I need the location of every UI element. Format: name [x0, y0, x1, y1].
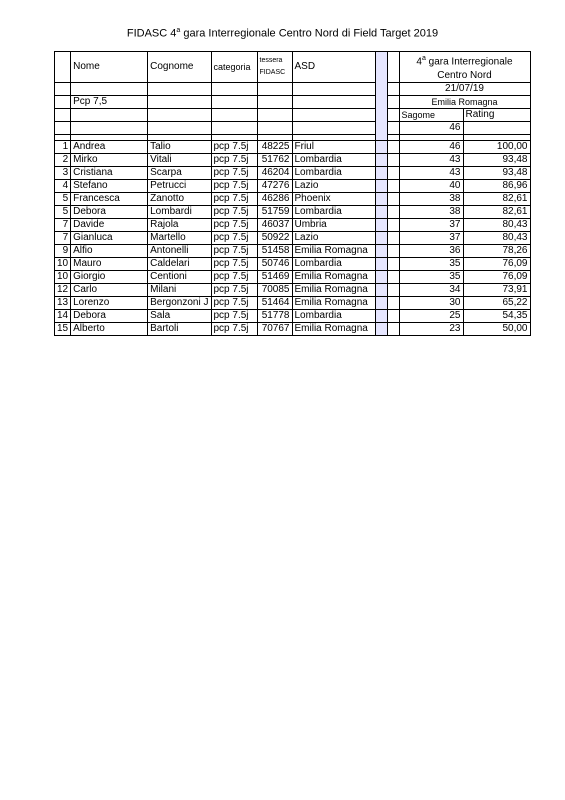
row-rating: 76,09	[463, 271, 530, 284]
row-asd: Phoenix	[292, 193, 375, 206]
table-row	[55, 141, 531, 154]
row-cognome: Martello	[148, 232, 211, 245]
row-asd: Umbria	[292, 219, 375, 232]
table-row	[55, 310, 531, 323]
row-rating: 86,96	[463, 180, 530, 193]
row-spacer	[387, 180, 399, 193]
row-asd: Emilia Romagna	[292, 284, 375, 297]
row-cognome: Talio	[148, 141, 211, 154]
row-nome: Giorgio	[71, 271, 148, 284]
event-name	[399, 52, 530, 83]
row-asd: Lombardia	[292, 167, 375, 180]
row-separator	[375, 258, 387, 271]
row-position: 5	[55, 206, 71, 219]
event-date: 21/07/19	[399, 83, 530, 96]
row-nome: Lorenzo	[71, 297, 148, 310]
event-line1-post: gara Interregionale	[425, 56, 513, 68]
table-row	[55, 206, 531, 219]
row-nome: Davide	[71, 219, 148, 232]
table-row	[55, 193, 531, 206]
row-rating: 76,09	[463, 258, 530, 271]
row-position: 10	[55, 258, 71, 271]
sagome-label: Sagome	[399, 109, 463, 122]
table-body	[55, 141, 531, 336]
row-rating: 93,48	[463, 167, 530, 180]
row-separator	[375, 232, 387, 245]
row-spacer	[387, 271, 399, 284]
table-row	[55, 245, 531, 258]
row-tessera: 70085	[257, 284, 292, 297]
row-position: 7	[55, 232, 71, 245]
row-sagome: 36	[399, 245, 463, 258]
row-cognome: Sala	[148, 310, 211, 323]
row-categoria: pcp 7.5j	[211, 310, 257, 323]
row-nome: Francesca	[71, 193, 148, 206]
header-tessera	[257, 52, 292, 83]
row-nome: Alfio	[71, 245, 148, 258]
row-sagome: 37	[399, 232, 463, 245]
event-line1-pre: 4	[416, 56, 422, 68]
row-tessera: 46037	[257, 219, 292, 232]
row-cognome: Centioni	[148, 271, 211, 284]
row-separator	[375, 323, 387, 336]
row-asd: Lombardia	[292, 258, 375, 271]
event-region: Emilia Romagna	[399, 96, 530, 109]
header-tessera-line2: FIDASC	[259, 69, 286, 76]
row-rating: 80,43	[463, 232, 530, 245]
row-cognome: Vitali	[148, 154, 211, 167]
row-separator	[375, 310, 387, 323]
row-sagome: 43	[399, 154, 463, 167]
row-categoria: pcp 7.5j	[211, 245, 257, 258]
row-asd: Lazio	[292, 180, 375, 193]
row-tessera: 50746	[257, 258, 292, 271]
row-separator	[375, 219, 387, 232]
row-tessera: 51458	[257, 245, 292, 258]
row-rating: 100,00	[463, 141, 530, 154]
row-tessera: 51464	[257, 297, 292, 310]
row-position: 10	[55, 271, 71, 284]
row-cognome: Rajola	[148, 219, 211, 232]
title-sup: a	[176, 27, 181, 34]
row-separator	[375, 141, 387, 154]
row-cognome: Bergonzoni J	[148, 297, 211, 310]
row-cognome: Zanotto	[148, 193, 211, 206]
row-separator	[375, 154, 387, 167]
row-sagome: 35	[399, 271, 463, 284]
row-separator	[375, 271, 387, 284]
row-nome: Debora	[71, 310, 148, 323]
row-rating: 80,43	[463, 219, 530, 232]
row-separator	[375, 245, 387, 258]
row-categoria: pcp 7.5j	[211, 206, 257, 219]
row-rating: 65,22	[463, 297, 530, 310]
row-rating: 54,35	[463, 310, 530, 323]
row-categoria: pcp 7.5j	[211, 271, 257, 284]
row-rating: 73,91	[463, 284, 530, 297]
row-nome: Mirko	[71, 154, 148, 167]
row-spacer	[387, 258, 399, 271]
row-categoria: pcp 7.5j	[211, 180, 257, 193]
header-categoria: categoria	[211, 52, 257, 83]
row-categoria: pcp 7.5j	[211, 154, 257, 167]
row-asd: Lombardia	[292, 206, 375, 219]
table-header	[55, 52, 531, 141]
results-table	[54, 51, 531, 336]
row-spacer	[387, 206, 399, 219]
row-separator	[375, 193, 387, 206]
table-row	[55, 167, 531, 180]
table-row	[55, 258, 531, 271]
row-categoria: pcp 7.5j	[211, 167, 257, 180]
row-spacer	[387, 141, 399, 154]
row-cognome: Scarpa	[148, 167, 211, 180]
row-asd: Lombardia	[292, 154, 375, 167]
header-asd: ASD	[292, 52, 375, 83]
row-cognome: Milani	[148, 284, 211, 297]
category-label: Pcp 7,5	[71, 96, 148, 109]
row-categoria: pcp 7.5j	[211, 323, 257, 336]
table-row	[55, 232, 531, 245]
row-categoria: pcp 7.5j	[211, 141, 257, 154]
title-pre: FIDASC 4	[126, 27, 177, 40]
row-categoria: pcp 7.5j	[211, 258, 257, 271]
row-position: 5	[55, 193, 71, 206]
row-nome: Carlo	[71, 284, 148, 297]
table-row	[55, 271, 531, 284]
rating-label: Rating	[463, 109, 530, 122]
row-categoria: pcp 7.5j	[211, 219, 257, 232]
table-row	[55, 180, 531, 193]
row-sagome: 30	[399, 297, 463, 310]
row-asd: Emilia Romagna	[292, 323, 375, 336]
row-rating: 82,61	[463, 206, 530, 219]
row-cognome: Petrucci	[148, 180, 211, 193]
row-sagome: 35	[399, 258, 463, 271]
row-separator	[375, 297, 387, 310]
row-tessera: 46286	[257, 193, 292, 206]
row-separator	[375, 284, 387, 297]
row-sagome: 25	[399, 310, 463, 323]
row-categoria: pcp 7.5j	[211, 297, 257, 310]
row-asd: Emilia Romagna	[292, 297, 375, 310]
row-position: 1	[55, 141, 71, 154]
row-nome: Andrea	[71, 141, 148, 154]
row-position: 4	[55, 180, 71, 193]
row-tessera: 51778	[257, 310, 292, 323]
row-separator	[375, 206, 387, 219]
row-sagome: 38	[399, 193, 463, 206]
row-spacer	[387, 154, 399, 167]
row-position: 3	[55, 167, 71, 180]
row-sagome: 43	[399, 167, 463, 180]
row-categoria: pcp 7.5j	[211, 193, 257, 206]
table-row	[55, 323, 531, 336]
table-row	[55, 297, 531, 310]
row-spacer	[387, 284, 399, 297]
row-position: 9	[55, 245, 71, 258]
row-tessera: 48225	[257, 141, 292, 154]
row-rating: 50,00	[463, 323, 530, 336]
row-nome: Alberto	[71, 323, 148, 336]
table-row	[55, 219, 531, 232]
row-separator	[375, 167, 387, 180]
row-categoria: pcp 7.5j	[211, 232, 257, 245]
row-position: 15	[55, 323, 71, 336]
row-rating: 93,48	[463, 154, 530, 167]
row-cognome: Lombardi	[148, 206, 211, 219]
header-cognome: Cognome	[148, 52, 211, 83]
row-asd: Lazio	[292, 232, 375, 245]
row-sagome: 37	[399, 219, 463, 232]
row-sagome: 46	[399, 141, 463, 154]
table-row	[55, 154, 531, 167]
row-sagome: 40	[399, 180, 463, 193]
row-spacer	[387, 219, 399, 232]
separator-column	[375, 52, 387, 141]
row-position: 7	[55, 219, 71, 232]
row-spacer	[387, 193, 399, 206]
page-title	[0, 27, 565, 40]
row-tessera: 51759	[257, 206, 292, 219]
row-spacer	[387, 297, 399, 310]
row-position: 2	[55, 154, 71, 167]
row-spacer	[387, 232, 399, 245]
max-sagome: 46	[399, 122, 463, 135]
row-tessera: 47276	[257, 180, 292, 193]
row-spacer	[387, 245, 399, 258]
title-post: gara Interregionale Centro Nord di Field Target 2019	[180, 27, 439, 40]
row-rating: 78,26	[463, 245, 530, 258]
row-cognome: Bartoli	[148, 323, 211, 336]
row-asd: Emilia Romagna	[292, 271, 375, 284]
row-tessera: 46204	[257, 167, 292, 180]
row-position: 14	[55, 310, 71, 323]
row-spacer	[387, 323, 399, 336]
row-nome: Gianluca	[71, 232, 148, 245]
row-asd: Lombardia	[292, 310, 375, 323]
row-tessera: 51469	[257, 271, 292, 284]
row-tessera: 51762	[257, 154, 292, 167]
header-tessera-line1: tessera	[259, 57, 283, 64]
row-tessera: 70767	[257, 323, 292, 336]
row-spacer	[387, 167, 399, 180]
row-nome: Cristiana	[71, 167, 148, 180]
row-cognome: Antonelli	[148, 245, 211, 258]
row-tessera: 50922	[257, 232, 292, 245]
row-nome: Stefano	[71, 180, 148, 193]
row-asd: Friul	[292, 141, 375, 154]
row-cognome: Caldelari	[148, 258, 211, 271]
row-sagome: 38	[399, 206, 463, 219]
event-line2: Centro Nord	[437, 69, 492, 81]
row-categoria: pcp 7.5j	[211, 284, 257, 297]
row-rating: 82,61	[463, 193, 530, 206]
row-asd: Emilia Romagna	[292, 245, 375, 258]
row-sagome: 34	[399, 284, 463, 297]
event-line1-sup: a	[421, 55, 426, 63]
header-nome: Nome	[71, 52, 148, 83]
row-separator	[375, 180, 387, 193]
row-nome: Mauro	[71, 258, 148, 271]
row-position: 13	[55, 297, 71, 310]
row-nome: Debora	[71, 206, 148, 219]
row-spacer	[387, 310, 399, 323]
row-sagome: 23	[399, 323, 463, 336]
table-row	[55, 284, 531, 297]
row-position: 12	[55, 284, 71, 297]
